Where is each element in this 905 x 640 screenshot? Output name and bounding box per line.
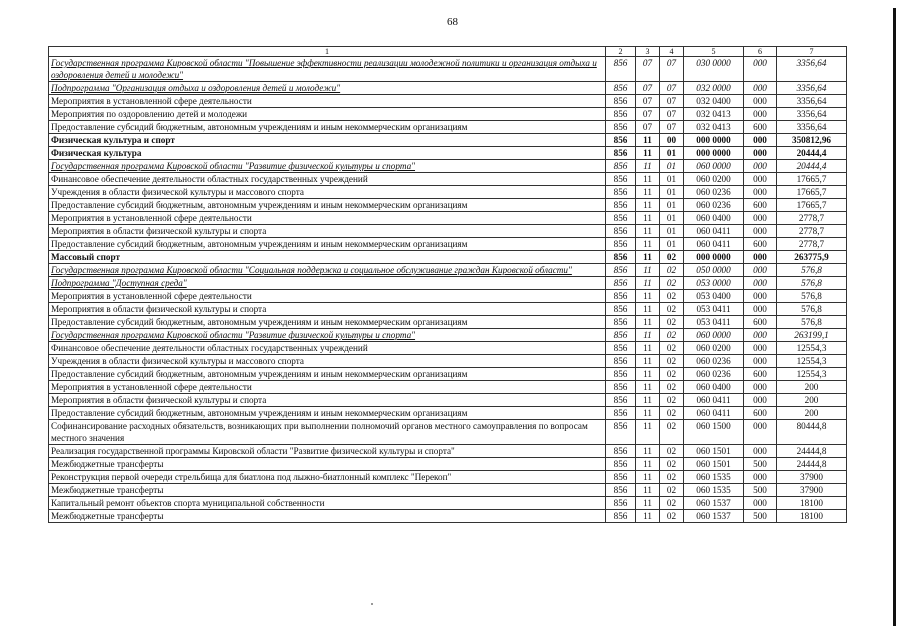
table-row [49,342,847,355]
row-subsection-cell: 01 [660,199,684,212]
row-code-cell: 856 [606,381,636,394]
row-type-cell: 000 [744,277,777,290]
row-name-cell: Физическая культура и спорт [49,134,606,147]
scan-speck [371,603,373,605]
row-target-cell: 060 1537 [684,510,744,523]
table-row [49,394,847,407]
row-amount-cell: 2778,7 [777,225,847,238]
row-target-cell: 000 0000 [684,251,744,264]
row-subsection-cell: 01 [660,238,684,251]
row-type-cell: 000 [744,251,777,264]
row-target-cell: 060 1500 [684,420,744,445]
row-type-cell: 600 [744,368,777,381]
table-row [49,108,847,121]
row-section-cell: 11 [636,381,660,394]
row-code-cell: 856 [606,316,636,329]
row-type-cell: 000 [744,355,777,368]
row-code-cell: 856 [606,484,636,497]
row-code-cell: 856 [606,355,636,368]
row-target-cell: 032 0413 [684,108,744,121]
header-cell-7: 7 [777,47,847,57]
row-code-cell: 856 [606,445,636,458]
row-code-cell: 856 [606,342,636,355]
row-section-cell: 11 [636,342,660,355]
row-code-cell: 856 [606,471,636,484]
row-type-cell: 000 [744,147,777,160]
row-section-cell: 11 [636,471,660,484]
row-subsection-cell: 02 [660,407,684,420]
table-row [49,471,847,484]
row-type-cell: 000 [744,471,777,484]
row-code-cell: 856 [606,394,636,407]
row-code-cell: 856 [606,407,636,420]
row-name-cell: Государственная программа Кировской области "Развитие физической культуры и спорта" [49,329,606,342]
row-target-cell: 060 1535 [684,484,744,497]
table-row [49,186,847,199]
row-name-cell: Межбюджетные трансферты [49,510,606,523]
row-type-cell: 000 [744,186,777,199]
row-subsection-cell: 00 [660,134,684,147]
row-code-cell: 856 [606,95,636,108]
table-row [49,160,847,173]
row-section-cell: 11 [636,277,660,290]
row-section-cell: 11 [636,251,660,264]
row-target-cell: 060 0236 [684,186,744,199]
row-amount-cell: 24444,8 [777,458,847,471]
row-name-cell: Государственная программа Кировской области "Развитие физической культуры и спорта" [49,160,606,173]
row-section-cell: 11 [636,147,660,160]
row-section-cell: 11 [636,173,660,186]
row-subsection-cell: 07 [660,95,684,108]
row-name-cell: Мероприятия в установленной сфере деятельности [49,290,606,303]
row-code-cell: 856 [606,147,636,160]
row-name-cell: Предоставление субсидий бюджетным, автономным учреждениям и иным некоммерческим организациям [49,316,606,329]
table-row [49,277,847,290]
row-target-cell: 060 0411 [684,238,744,251]
row-name-cell: Мероприятия в установленной сфере деятельности [49,381,606,394]
header-cell-2: 2 [606,47,636,57]
row-subsection-cell: 02 [660,264,684,277]
row-section-cell: 11 [636,394,660,407]
row-amount-cell: 576,8 [777,290,847,303]
row-type-cell: 000 [744,381,777,394]
row-name-cell: Финансовое обеспечение деятельности областных государственных учреждений [49,342,606,355]
row-target-cell: 060 0000 [684,329,744,342]
row-code-cell: 856 [606,510,636,523]
row-subsection-cell: 02 [660,471,684,484]
row-section-cell: 11 [636,510,660,523]
row-target-cell: 060 0236 [684,355,744,368]
row-type-cell: 000 [744,497,777,510]
row-amount-cell: 200 [777,394,847,407]
row-subsection-cell: 02 [660,316,684,329]
row-section-cell: 07 [636,95,660,108]
row-section-cell: 11 [636,355,660,368]
row-name-cell: Мероприятия по оздоровлению детей и молодежи [49,108,606,121]
table-row [49,121,847,134]
table-row [49,82,847,95]
row-code-cell: 856 [606,225,636,238]
row-name-cell: Предоставление субсидий бюджетным, автономным учреждениям и иным некоммерческим организациям [49,238,606,251]
row-name-cell: Межбюджетные трансферты [49,484,606,497]
header-cell-3: 3 [636,47,660,57]
table-row [49,238,847,251]
row-target-cell: 060 0400 [684,212,744,225]
row-type-cell: 000 [744,420,777,445]
row-amount-cell: 12554,3 [777,368,847,381]
table-row [49,134,847,147]
row-name-cell: Подпрограмма "Организация отдыха и оздоровления детей и молодежи" [49,82,606,95]
row-subsection-cell: 07 [660,108,684,121]
row-amount-cell: 3356,64 [777,95,847,108]
row-amount-cell: 263775,9 [777,251,847,264]
row-code-cell: 856 [606,368,636,381]
row-code-cell: 856 [606,290,636,303]
row-type-cell: 600 [744,121,777,134]
row-code-cell: 856 [606,212,636,225]
table-row [49,225,847,238]
row-name-cell: Мероприятия в установленной сфере деятельности [49,95,606,108]
row-section-cell: 11 [636,264,660,277]
row-target-cell: 060 0200 [684,173,744,186]
row-code-cell: 856 [606,497,636,510]
row-amount-cell: 576,8 [777,277,847,290]
row-type-cell: 000 [744,445,777,458]
row-code-cell: 856 [606,186,636,199]
row-subsection-cell: 01 [660,173,684,186]
row-name-cell: Финансовое обеспечение деятельности областных государственных учреждений [49,173,606,186]
row-name-cell: Государственная программа Кировской области "Социальная поддержка и социальное обслуживание граждан Кировской области" [49,264,606,277]
row-amount-cell: 17665,7 [777,186,847,199]
row-target-cell: 053 0400 [684,290,744,303]
row-section-cell: 11 [636,186,660,199]
row-type-cell: 500 [744,510,777,523]
row-code-cell: 856 [606,82,636,95]
row-type-cell: 000 [744,212,777,225]
row-name-cell: Подпрограмма "Доступная среда" [49,277,606,290]
row-amount-cell: 80444,8 [777,420,847,445]
row-amount-cell: 17665,7 [777,173,847,186]
row-target-cell: 060 0200 [684,342,744,355]
row-subsection-cell: 02 [660,484,684,497]
row-section-cell: 11 [636,303,660,316]
row-name-cell: Учреждения в области физической культуры и массового спорта [49,186,606,199]
header-row [49,47,847,57]
row-target-cell: 060 0236 [684,199,744,212]
row-section-cell: 11 [636,199,660,212]
row-section-cell: 07 [636,57,660,82]
row-name-cell: Реконструкция первой очереди стрельбища для биатлона под лыжно-биатлонный комплекс "Перекоп" [49,471,606,484]
row-section-cell: 11 [636,497,660,510]
table-row [49,381,847,394]
row-section-cell: 11 [636,329,660,342]
row-amount-cell: 37900 [777,471,847,484]
table-row [49,510,847,523]
row-code-cell: 856 [606,458,636,471]
row-section-cell: 07 [636,82,660,95]
row-name-cell: Мероприятия в области физической культуры и спорта [49,225,606,238]
row-target-cell: 053 0411 [684,316,744,329]
row-section-cell: 11 [636,160,660,173]
table-row [49,355,847,368]
row-amount-cell: 37900 [777,484,847,497]
row-target-cell: 050 0000 [684,264,744,277]
row-section-cell: 11 [636,458,660,471]
table-row [49,173,847,186]
row-type-cell: 500 [744,458,777,471]
row-amount-cell: 18100 [777,497,847,510]
row-target-cell: 030 0000 [684,57,744,82]
row-section-cell: 11 [636,212,660,225]
row-type-cell: 000 [744,160,777,173]
row-target-cell: 053 0411 [684,303,744,316]
header-cell-4: 4 [660,47,684,57]
row-subsection-cell: 02 [660,458,684,471]
table-row [49,251,847,264]
row-name-cell: Межбюджетные трансферты [49,458,606,471]
row-type-cell: 000 [744,108,777,121]
row-type-cell: 600 [744,199,777,212]
row-name-cell: Массовый спорт [49,251,606,264]
header-cell-5: 5 [684,47,744,57]
row-subsection-cell: 01 [660,212,684,225]
row-amount-cell: 263199,1 [777,329,847,342]
table-row [49,95,847,108]
row-name-cell: Государственная программа Кировской области "Повышение эффективности реализации молодежной политики и организация отдыха и оздоровления детей и молодежи" [49,57,606,82]
row-subsection-cell: 02 [660,342,684,355]
row-subsection-cell: 01 [660,160,684,173]
row-amount-cell: 576,8 [777,316,847,329]
page-edge-line [893,8,896,626]
header-cell-1: 1 [49,47,606,57]
row-type-cell: 000 [744,173,777,186]
row-subsection-cell: 01 [660,225,684,238]
row-code-cell: 856 [606,420,636,445]
table-row [49,199,847,212]
row-code-cell: 856 [606,121,636,134]
row-amount-cell: 3356,64 [777,57,847,82]
row-target-cell: 060 0000 [684,160,744,173]
row-subsection-cell: 07 [660,57,684,82]
row-target-cell: 060 1501 [684,445,744,458]
row-target-cell: 000 0000 [684,147,744,160]
table-row [49,147,847,160]
row-amount-cell: 350812,96 [777,134,847,147]
row-subsection-cell: 02 [660,394,684,407]
row-target-cell: 060 1501 [684,458,744,471]
row-subsection-cell: 02 [660,368,684,381]
row-section-cell: 11 [636,225,660,238]
row-name-cell: Софинансирование расходных обязательств, возникающих при выполнении полномочий органов местного самоуправления по вопросам местного значения [49,420,606,445]
row-section-cell: 11 [636,134,660,147]
row-code-cell: 856 [606,108,636,121]
row-section-cell: 11 [636,445,660,458]
table-row [49,329,847,342]
row-name-cell: Мероприятия в области физической культуры и спорта [49,303,606,316]
row-amount-cell: 24444,8 [777,445,847,458]
table-row [49,303,847,316]
table-row [49,407,847,420]
row-amount-cell: 17665,7 [777,199,847,212]
row-code-cell: 856 [606,57,636,82]
row-subsection-cell: 02 [660,303,684,316]
row-name-cell: Предоставление субсидий бюджетным, автономным учреждениям и иным некоммерческим организациям [49,368,606,381]
table-row [49,264,847,277]
row-type-cell: 000 [744,134,777,147]
row-name-cell: Мероприятия в установленной сфере деятельности [49,212,606,225]
row-type-cell: 000 [744,225,777,238]
row-subsection-cell: 02 [660,420,684,445]
row-code-cell: 856 [606,251,636,264]
row-section-cell: 07 [636,108,660,121]
row-type-cell: 600 [744,407,777,420]
row-section-cell: 11 [636,420,660,445]
row-code-cell: 856 [606,264,636,277]
row-target-cell: 000 0000 [684,134,744,147]
table-row [49,420,847,445]
row-name-cell: Предоставление субсидий бюджетным, автономным учреждениям и иным некоммерческим организациям [49,199,606,212]
row-code-cell: 856 [606,134,636,147]
row-target-cell: 060 0236 [684,368,744,381]
row-amount-cell: 12554,3 [777,355,847,368]
table-row [49,484,847,497]
row-type-cell: 500 [744,484,777,497]
row-target-cell: 060 0411 [684,394,744,407]
row-subsection-cell: 02 [660,277,684,290]
row-code-cell: 856 [606,173,636,186]
row-subsection-cell: 02 [660,510,684,523]
row-subsection-cell: 02 [660,251,684,264]
row-code-cell: 856 [606,238,636,251]
row-amount-cell: 12554,3 [777,342,847,355]
row-type-cell: 600 [744,238,777,251]
row-amount-cell: 20444,4 [777,160,847,173]
table-row [49,212,847,225]
row-type-cell: 000 [744,95,777,108]
row-target-cell: 060 0400 [684,381,744,394]
row-type-cell: 000 [744,342,777,355]
row-target-cell: 032 0400 [684,95,744,108]
table-row [49,497,847,510]
row-section-cell: 11 [636,368,660,381]
row-target-cell: 060 1537 [684,497,744,510]
row-section-cell: 11 [636,484,660,497]
row-name-cell: Предоставление субсидий бюджетным, автономным учреждениям и иным некоммерческим организациям [49,407,606,420]
row-code-cell: 856 [606,160,636,173]
table-row [49,57,847,82]
row-subsection-cell: 01 [660,186,684,199]
row-section-cell: 11 [636,290,660,303]
row-amount-cell: 18100 [777,510,847,523]
row-subsection-cell: 01 [660,147,684,160]
page-number: 68 [447,16,458,28]
table-row [49,445,847,458]
row-section-cell: 11 [636,238,660,251]
row-subsection-cell: 02 [660,329,684,342]
row-code-cell: 856 [606,303,636,316]
row-amount-cell: 576,8 [777,303,847,316]
row-section-cell: 07 [636,121,660,134]
row-type-cell: 000 [744,57,777,82]
row-type-cell: 000 [744,394,777,407]
row-target-cell: 060 0411 [684,225,744,238]
row-name-cell: Мероприятия в области физической культуры и спорта [49,394,606,407]
row-code-cell: 856 [606,277,636,290]
table-row [49,316,847,329]
row-type-cell: 600 [744,316,777,329]
row-target-cell: 053 0000 [684,277,744,290]
row-name-cell: Учреждения в области физической культуры и массового спорта [49,355,606,368]
row-amount-cell: 576,8 [777,264,847,277]
row-subsection-cell: 07 [660,82,684,95]
row-subsection-cell: 02 [660,355,684,368]
row-type-cell: 000 [744,82,777,95]
row-amount-cell: 200 [777,407,847,420]
row-subsection-cell: 07 [660,121,684,134]
row-name-cell: Физическая культура [49,147,606,160]
row-target-cell: 060 1535 [684,471,744,484]
row-subsection-cell: 02 [660,290,684,303]
row-subsection-cell: 02 [660,497,684,510]
row-section-cell: 11 [636,407,660,420]
row-subsection-cell: 02 [660,381,684,394]
row-amount-cell: 2778,7 [777,238,847,251]
row-code-cell: 856 [606,199,636,212]
row-section-cell: 11 [636,316,660,329]
row-amount-cell: 3356,64 [777,82,847,95]
row-subsection-cell: 02 [660,445,684,458]
row-name-cell: Предоставление субсидий бюджетным, автономным учреждениям и иным некоммерческим организациям [49,121,606,134]
row-amount-cell: 20444,4 [777,147,847,160]
table-body [49,47,847,523]
row-target-cell: 032 0000 [684,82,744,95]
table-row [49,368,847,381]
row-type-cell: 000 [744,290,777,303]
row-amount-cell: 200 [777,381,847,394]
row-amount-cell: 3356,64 [777,108,847,121]
row-type-cell: 000 [744,264,777,277]
row-name-cell: Капитальный ремонт объектов спорта муниципальной собственности [49,497,606,510]
row-target-cell: 032 0413 [684,121,744,134]
table-row [49,290,847,303]
row-amount-cell: 2778,7 [777,212,847,225]
header-cell-6: 6 [744,47,777,57]
row-amount-cell: 3356,64 [777,121,847,134]
row-code-cell: 856 [606,329,636,342]
budget-table [48,46,847,523]
row-name-cell: Реализация государственной программы Кировской области "Развитие физической культуры и спорта" [49,445,606,458]
table-row [49,458,847,471]
row-target-cell: 060 0411 [684,407,744,420]
row-type-cell: 000 [744,303,777,316]
row-type-cell: 000 [744,329,777,342]
